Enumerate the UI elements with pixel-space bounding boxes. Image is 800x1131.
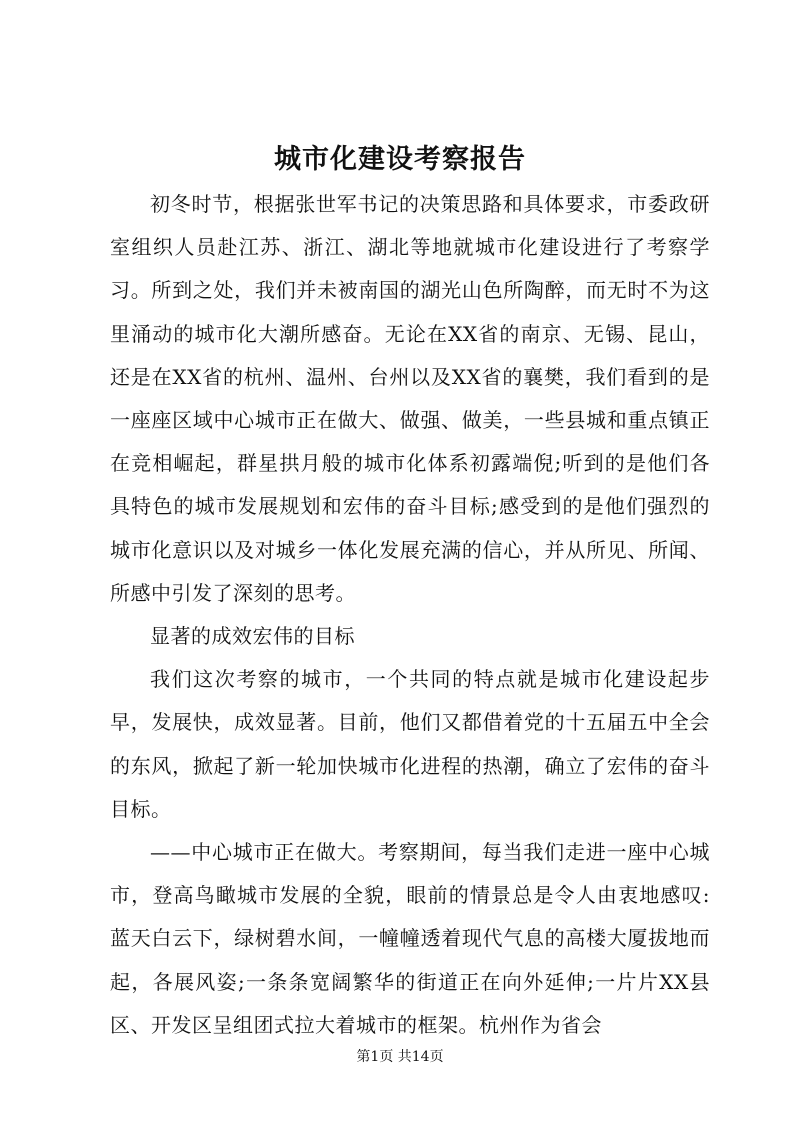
paragraph-intro: 初冬时节，根据张世军书记的决策思路和具体要求，市委政研室组织人员赴江苏、浙江、湖北等地就城市化建设进行了考察学习。所到之处，我们并未被南国的湖光山色所陶醉，而无时不为这里涌动的城市化大潮所感奋。无论在XX省的南京、无锡、昆山，还是在XX省的杭州、温州、台州以及XX省的襄樊，我们看到的是一座座区域中心城市正在做大、做强、做美，一些县城和重点镇正在竞相崛起，群星拱月般的城市化体系初露端倪;听到的是他们各具特色的城市发展规划和宏伟的奋斗目标;感受到的是他们强烈的城市化意识以及对城乡一体化发展充满的信心，并从所见、所闻、所感中引发了深刻的思考。 bbox=[110, 192, 710, 605]
paragraph-central-city: ——中心城市正在做大。考察期间，每当我们走进一座中心城市，登高鸟瞰城市发展的全貌，眼前的情景总是令人由衷地感叹:蓝天白云下，绿树碧水间，一幢幢透着现代气息的高楼大厦拔地而起，各展风姿;一条条宽阔繁华的街道正在向外延伸;一片片XX县区、开发区呈组团式拉大着城市的框架。杭州作为省会 bbox=[110, 840, 710, 1037]
document-title: 城市化建设考察报告 bbox=[274, 144, 526, 175]
section-heading: 显著的成效宏伟的目标 bbox=[150, 624, 355, 649]
paragraph-achievements: 我们这次考察的城市，一个共同的特点就是城市化建设起步早，发展快，成效显著。目前，他们又都借着党的十五届五中全会的东风，掀起了新一轮加快城市化进程的热潮，确立了宏伟的奋斗目标。 bbox=[110, 667, 710, 821]
document-body bbox=[110, 183, 710, 1047]
page-footer: 第1页 共14页 bbox=[356, 1049, 444, 1065]
